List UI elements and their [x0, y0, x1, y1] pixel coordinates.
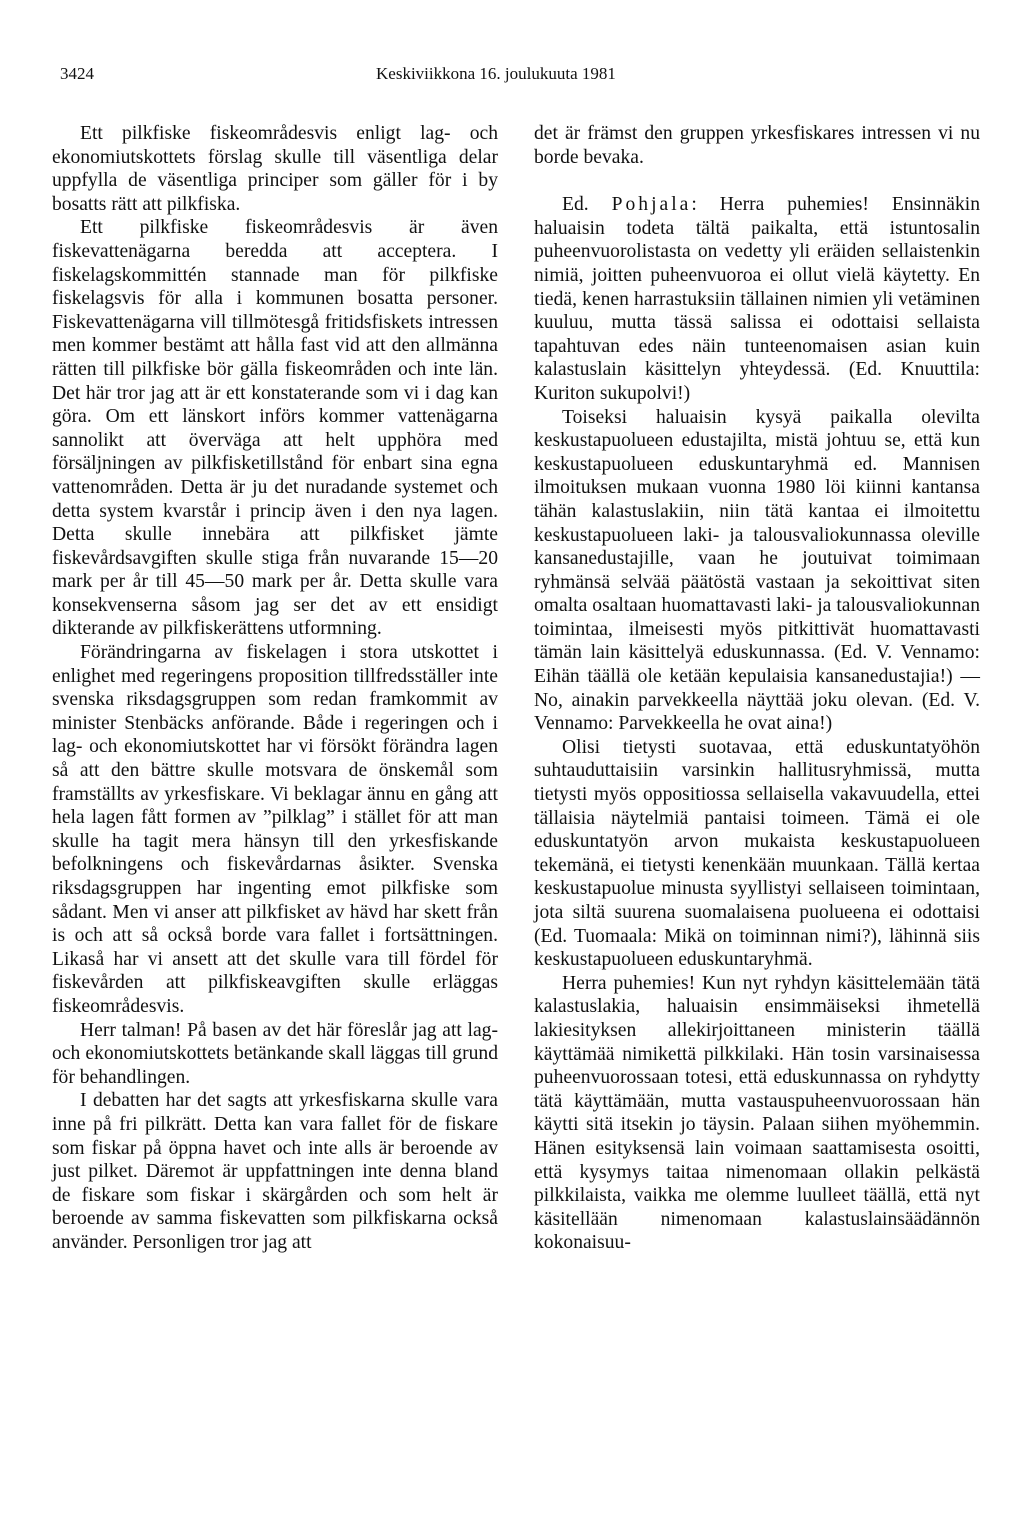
page-header — [60, 64, 980, 90]
right-paragraph-2: Toiseksi haluaisin kysyä paikalla olevilta keskustapuolueen edustajilta, mistä johtuu se, että kun keskustapuolueen eduskuntaryhmä ed. Mannisen ilmoituksen mukaan vuonna 1980 löi kiinni kantansa tähän kalastuslakiin, niin tätä kantaa ei ilmoitettu keskustapuolueen laki- ja talousvaliokunnassa oleville kansanedustajille, vaan he joutuivat toimimaan ryhmänsä selvää päätöstä vastaan ja sekoittivat siten omalta osaltaan huomattavasti laki- ja talousvaliokunnan toimintaa, ilmeisesti myös pitkittivät huomattavasti tämän lain käsittelyä eduskunnassa. (Ed. V. Vennamo: Eihän täällä ole ketään kepulaisia kansanedustajia!) — No, ainakin parvekkeella näyttää joku olevan. (Ed. V. Vennamo: Parvekkeella he ovat aina!) — [534, 406, 980, 735]
speaker-text: : Herra puhemies! Ensinnäkin haluaisin todeta tältä paikalta, että istuntosalin puheenvuorolistasta on vedetty yli eräiden sellaistenkin nimiä, joitten puheenvuoroa ei ollut vielä käytetty. En tiedä, kenen harrastuksiin tällainen nimien yli vetäminen kuuluu, mutta tässä salissa ei odottaisi sellaista tapahtuvan edes näin tunteenomaisen asian kuin kalastuslain käsittelyn yhteydessä. (Ed. Knuuttila: Kuriton sukupolvi!) — [534, 194, 981, 404]
right-paragraph-4: Herra puhemies! Kun nyt ryhdyn käsittelemään tätä kalastuslakia, haluaisin ensimmäiseksi ihmetellä lakiesityksen allekirjoittaneen ministerin täällä käyttämää nimikettä pilkkilaki. Hän tosin varsinaisessa puheenvuorossaan totesi, että eduskunnassa on ryhdytty tätä käyttämään, mutta vastauspuheenvuorossaan hän käytti sitä itsekin jo täysin. Palaan siihen myöhemmin. Hänen esityksensä lain voimaan saattamisesta osoitti, että kysymys taitaa nimenomaan ollakin pelkästä pilkkilaista, vaikka me olemme luulleet täällä, että nyt käsitellään nimenomaan kalastuslainsäädännön kokonaisuu- — [534, 972, 980, 1254]
left-paragraph-5: I debatten har det sagts att yrkesfiskarna skulle vara inne på fri pilkrätt. Detta kan vara fallet för de fiskare som fiskar på öppna havet och inte alls är beroende av just pilket. Däremot är uppfattningen inte denna bland de fiskare som fiskar i skärgården och som helt är beroende av samma fiskevatten som pilkfiskarna också använder. Personligen tror jag att — [52, 1090, 498, 1253]
left-column — [52, 122, 498, 1255]
right-column — [534, 122, 980, 1255]
left-paragraph-3: Förändringarna av fiskelagen i stora utskottet i enlighet med regeringens proposition tillfredsställer inte svenska riksdagsgruppen som redan framkommit av minister Stenbäcks anförande. Både i regeringen och i lag- och ekonomiutskottet har vi försökt förändra lagen så att den bättre skulle motsvara de önskemål som framställts av yrkesfiskare. Vi beklagar ännu en gång att hela lagen fått formen av ”pilklag” i stället för att man skulle ha tagit mera hänsyn till den yrkesfiskande befolkningens och fiskevårdarnas åsikter. Svenska riksdagsgruppen har ingenting emot pilkfiske som sådant. Men vi anser att pilkfisket av hävd har skett från is och att så också borde vara fallet i fortsättningen. Likaså har vi ansett att det skulle vara till fördel för fiskevården att pilkfiskeavgiften skulle erläggas fiskeområdesvis. — [52, 642, 498, 1017]
right-continuation: det är främst den gruppen yrkesfiskares intressen vi nu borde bevaka. — [534, 123, 980, 168]
left-paragraph-1: Ett pilkfiske fiskeområdesvis enligt lag- och ekonomiutskottets förslag skulle till väsentliga delar uppfylla de väsentliga principer som gäller för i by bosatts rätt att pilkfiska. — [52, 123, 498, 215]
speaker-name: Pohjala — [611, 194, 692, 216]
left-paragraph-2: Ett pilkfiske fiskeområdesvis är även fiskevattenägarna beredda att acceptera. I fiskelagskommittén stannade man för pilkfiske fiskelagsvis för alla i kommunen bosatta personer. Fiskevattenägarna vill tillmötesgå fritidsfiskets intressen men kommer bestämt att hålla fast vid att den allmänna rätten till pilkfiske bör gälla fiskeområden och inte län. Det här tror jag att är ett konstaterande som vi i dag kan göra. Om ett länskort införs kommer vattenägarna sannolikt att överväga att helt upphöra med försäljningen av pilkfisketillstånd för enbart sina egna vattenområden. Detta är ju det nuradande systemet och detta system kvarstår i princip även i den nya lagen. Detta skulle innebära att pilkfisket jämte fiskevårdsavgiften skulle stiga från nuvarande 15—20 mark per år till 45—50 mark per år. Detta skulle vara konsekvenserna såsom jag ser det av ett ensidigt dikterande av pilkfiskerättens utformning. — [52, 217, 498, 640]
speaker-paragraph — [534, 193, 980, 405]
speaker-prefix: Ed. — [562, 194, 612, 216]
left-paragraph-4: Herr talman! På basen av det här föreslår jag att lag- och ekonomiutskottets betänkande skall läggas till grund för behandlingen. — [52, 1019, 498, 1088]
right-paragraph-3: Olisi tietysti suotavaa, että eduskuntatyöhön suhtauduttaisiin varsinkin hallitusryhmissä, mutta tietysti myös oppositiossa sellaisella vakavuudella, ettei tällaisia näytelmiä pantaisi toimeen. Tämä ei ole eduskuntatyön arvon mukaista keskustapuolueen tekemänä, ei tietysti kenenkään muunkaan. Tällä kertaa keskustapuolue minusta syyllistyi sellaiseen toimintaan, jota siltä suurena suomalaisena puolueena ei odottaisi (Ed. Tuomaala: Mikä on toiminnan nimi?), lähinnä siis keskustapuolueen eduskuntaryhmä. — [534, 736, 980, 971]
running-title: Keskiviikkona 16. joulukuuta 1981 — [376, 64, 616, 83]
page-number: 3424 — [60, 64, 94, 83]
